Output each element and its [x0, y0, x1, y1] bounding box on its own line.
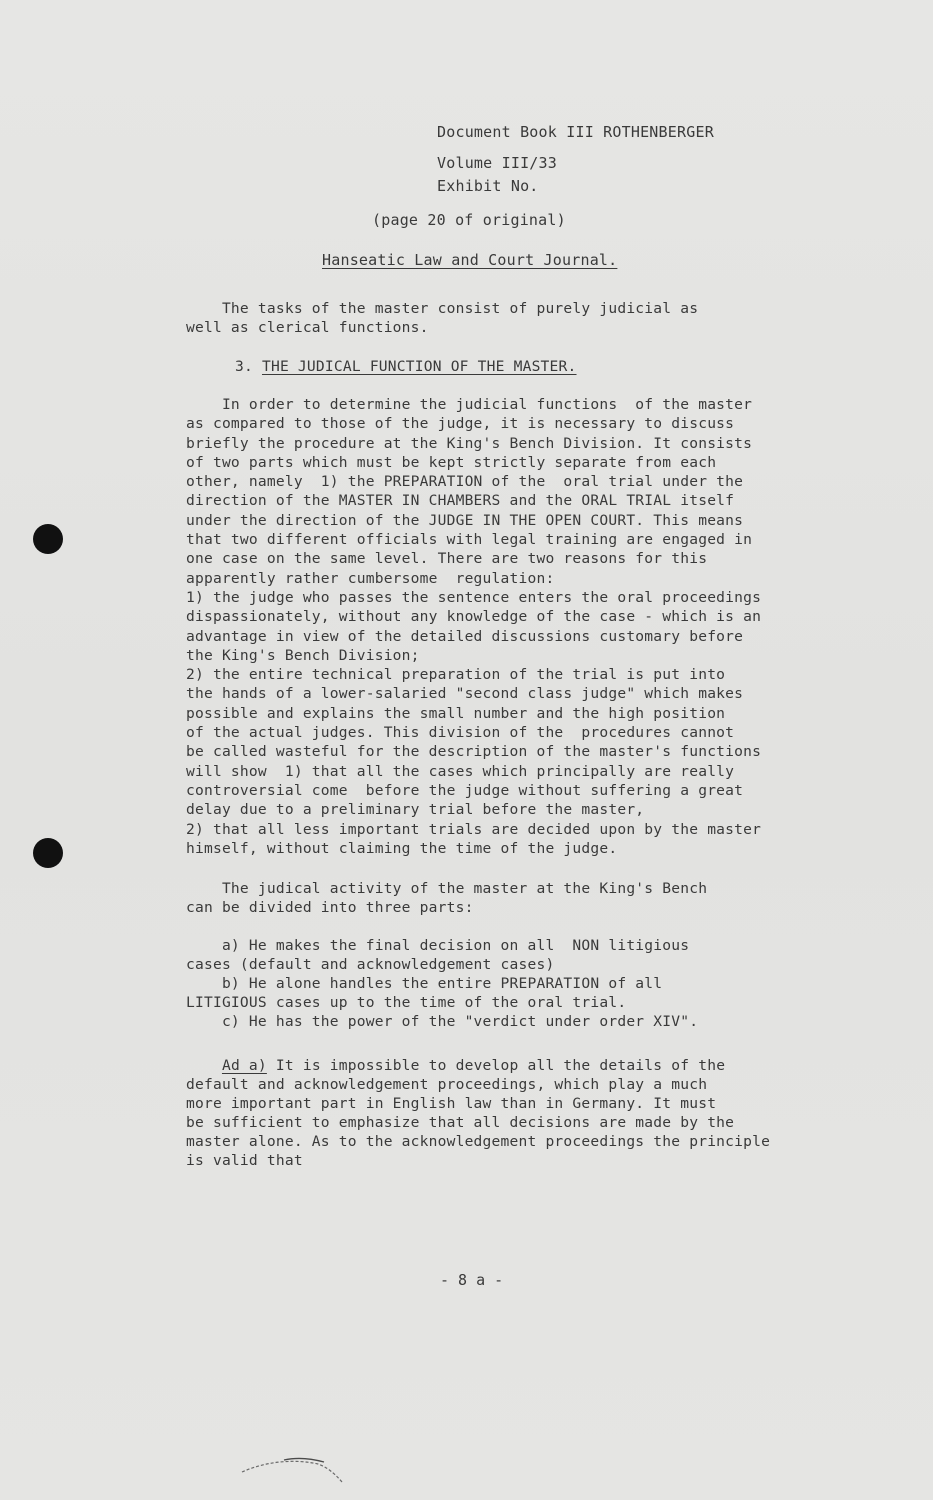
text-line: 1) the judge who passes the sentence enters the oral proceedings [186, 588, 762, 606]
text-line: dispassionately, without any knowledge of the case - which is an [186, 608, 762, 626]
ad-a-paragraph [186, 1056, 826, 1170]
list-line: a) He makes the final decision on all NON litigious [186, 937, 690, 954]
text-line: 2) the entire technical preparation of the trial is put into [186, 666, 726, 684]
text-line: is valid that [186, 1152, 303, 1169]
text-line: default and acknowledgement proceedings, which play a much [186, 1076, 708, 1093]
text-line: the hands of a lower-salaried "second class judge" which makes [186, 685, 744, 703]
ad-a-label: Ad a) [221, 1057, 267, 1074]
page-reference: (page 20 of original) [372, 211, 566, 229]
text-line: other, namely 1) the PREPARATION of the oral trial under the [186, 473, 744, 491]
text-line [186, 1056, 826, 1075]
section-title: THE JUDICAL FUNCTION OF THE MASTER. [261, 358, 577, 375]
text-line: In order to determine the judicial functions of the master [186, 396, 753, 413]
punch-hole-upper [33, 524, 63, 554]
text-line: possible and explains the small number and the high position [186, 704, 726, 722]
parts-list [186, 936, 826, 1031]
list-line: LITIGIOUS cases up to the time of the oral trial. [186, 994, 627, 1011]
doc-book-label: Document Book III ROTHENBERGER [437, 123, 714, 141]
text-line: the King's Bench Division; [186, 646, 420, 664]
text-line: briefly the procedure at the King's Bench Division. It consists [186, 434, 753, 452]
text-line: more important part in English law than in Germany. It must [186, 1095, 717, 1112]
text-line: controversial come before the judge without suffering a great [186, 781, 744, 799]
activity-paragraph [186, 879, 826, 917]
list-line: cases (default and acknowledgement cases) [186, 956, 555, 973]
list-line: b) He alone handles the entire PREPARATION of all [186, 975, 663, 992]
text-line: will show 1) that all the cases which principally are really [186, 762, 735, 780]
text-line: can be divided into three parts: [186, 899, 474, 916]
text-line: under the direction of the JUDGE IN THE OPEN COURT. This means [186, 511, 744, 529]
text-line: be called wasteful for the description of the master's functions [186, 743, 762, 761]
text-line: of two parts which must be kept strictly separate from each [186, 453, 717, 471]
text-line: one case on the same level. There are two reasons for this [186, 550, 708, 568]
text-line: 2) that all less important trials are decided upon by the master [186, 820, 762, 838]
intro-line: The tasks of the master consist of purely judicial as [186, 300, 699, 317]
main-paragraph [186, 395, 826, 858]
list-line: c) He has the power of the "verdict under order XIV". [186, 1013, 699, 1030]
text-line: of the actual judges. This division of the procedures cannot [186, 724, 735, 742]
intro-paragraph [186, 299, 826, 337]
text-line: himself, without claiming the time of the judge. [186, 839, 618, 857]
journal-title: Hanseatic Law and Court Journal. [322, 251, 618, 269]
text-line: master alone. As to the acknowledgement proceedings the principle [186, 1133, 771, 1150]
text-line: as compared to those of the judge, it is necessary to discuss [186, 415, 735, 433]
text-line: be sufficient to emphasize that all decisions are made by the [186, 1114, 735, 1131]
volume-label: Volume III/33 [437, 154, 557, 172]
intro-line: well as clerical functions. [186, 319, 429, 336]
punch-hole-lower [33, 838, 63, 868]
exhibit-label: Exhibit No. [437, 177, 539, 195]
text-line: The judical activity of the master at the King's Bench [186, 880, 708, 897]
page-number: - 8 a - [440, 1271, 504, 1289]
ad-a-first-line: It is impossible to develop all the details of the [266, 1057, 726, 1074]
text-line: apparently rather cumbersome regulation: [186, 569, 555, 587]
section-number: 3. [235, 358, 253, 375]
text-line: delay due to a preliminary trial before the master, [186, 801, 645, 819]
pencil-mark [240, 1450, 370, 1490]
text-line: direction of the MASTER IN CHAMBERS and the ORAL TRIAL itself [186, 492, 735, 510]
section-heading [235, 357, 577, 376]
text-line: advantage in view of the detailed discussions customary before [186, 627, 744, 645]
text-line: that two different officials with legal training are engaged in [186, 531, 753, 549]
